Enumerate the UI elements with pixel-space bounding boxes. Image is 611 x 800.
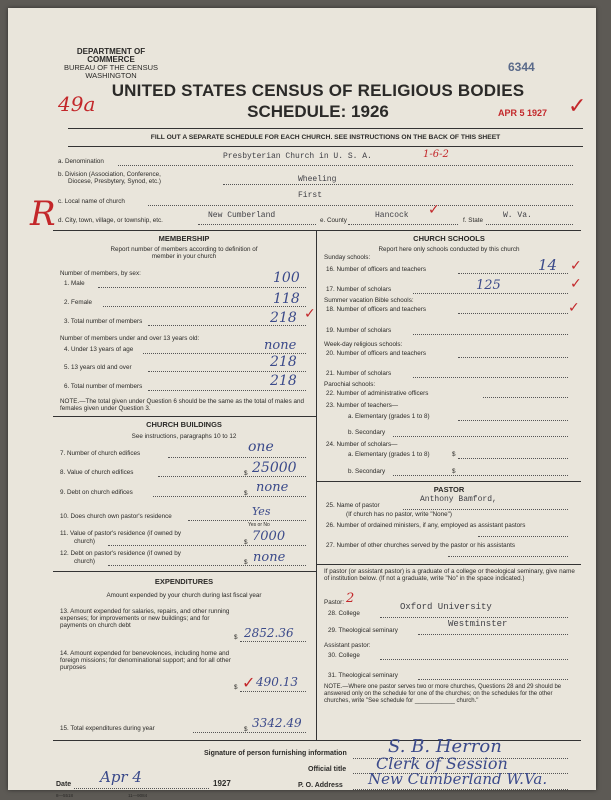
city-label: d. City, town, village, or township, etc. [58,217,163,224]
q29-label: 29. Theological seminary [328,627,398,634]
pastor-heading: PASTOR [433,485,465,494]
q15-dollar: $ [244,726,248,733]
q24a-line [458,458,568,459]
handwritten-code: 49a [58,92,96,116]
division-line [223,184,573,185]
graduate-note: If pastor (or assistant pastor) is a graduate of a college or theological seminary, give name of institution below. (If not a graduate, write "No" in the space indicated.) [324,568,575,582]
q6-label: 6. Total number of members [64,383,143,390]
official-title-value: Clerk of Session [376,754,508,773]
county-value: Hancock [375,211,409,220]
weekday-schools-label: Week-day religious schools: [324,341,403,348]
q23a-line [458,420,568,421]
county-line [348,224,458,225]
bureau-city: WASHINGTON [85,71,137,80]
q16-value: 14 [538,256,558,274]
q17-value: 125 [476,278,501,293]
po-address-label: P. O. Address [298,782,343,789]
margin-mark: R [30,194,56,234]
pastor-rule [316,481,581,482]
q5-line [148,371,306,372]
q14-dollar: $ [234,684,238,691]
q25-label: 25. Name of pastor [326,502,380,509]
q9-dollar: $ [244,490,248,497]
q12-label-2: church) [74,558,95,565]
check-mark-icon: ✓ [568,300,580,316]
q23b-line [393,436,568,437]
q27-label: 27. Number of other churches served by the pastor or his assistants [326,542,515,549]
denomination-code: 1-6-2 [423,149,449,160]
county-label: e. County [320,217,347,224]
bureau-name: BUREAU OF THE CENSUS [63,63,159,72]
q3-label: 3. Total number of members [64,318,143,325]
q17-line [413,293,568,294]
q24b-label: b. Secondary [348,468,386,475]
signature-value: S. B. Herron [388,736,502,757]
q13-value: 2852.36 [244,626,294,640]
q4-label: 4. Under 13 years of age [64,346,134,353]
expenditures-rule [53,571,316,572]
q30-line [380,659,568,660]
q7-value: one [248,439,274,455]
department-block [56,48,166,80]
q23a-label: a. Elementary (grades 1 to 8) [348,413,430,420]
membership-intro-1: Report number of members according to definition of [110,246,258,253]
q4-value: none [264,338,297,353]
q11-value: 7000 [252,529,286,544]
denomination-label: a. Denomination [58,158,104,165]
check-mark-icon: ✓ [570,276,582,292]
q28-label: 28. College [328,610,360,617]
q29-line [418,634,568,635]
q11-dollar: $ [244,539,248,546]
q26-label: 26. Number of ordained ministers, if any, employed as assistant pastors [326,522,526,529]
q12-label-1: 12. Debt on pastor's residence (if owned by [60,550,181,557]
column-divider [316,230,317,740]
division-label-1: b. Division (Association, Conference, [58,171,161,178]
q16-label: 16. Number of officers and teachers [326,266,426,273]
census-form-sheet [8,8,596,798]
check-mark-icon: ✓ [304,306,316,322]
q14-value: 490.13 [256,675,298,689]
buildings-heading: CHURCH BUILDINGS [146,420,222,429]
check-mark-icon: ✓ [242,673,256,692]
q10-yesno: Yes or No [248,522,270,528]
date-label: Date [56,781,72,788]
q5-value: 218 [270,354,297,370]
q23-label: 23. Number of teachers— [326,402,399,409]
q6-value: 218 [270,373,297,389]
print-code-1: 8—5518 [56,793,74,798]
q31-line [418,679,568,680]
instruction-bar: FILL OUT A SEPARATE SCHEDULE FOR EACH CHURCH. SEE INSTRUCTIONS ON THE BACK OF THIS SHEET [68,128,583,147]
q6-line [148,390,306,391]
q9-line [153,496,306,497]
assistant-pastor-label: Assistant pastor: [324,642,371,649]
expenditures-heading: EXPENDITURES [154,577,214,586]
q15-value: 3342.49 [252,716,302,730]
q31-label: 31. Theological seminary [328,672,398,679]
q20-line [458,357,568,358]
q5-label: 5. 13 years old and over [64,364,132,371]
schools-heading: CHURCH SCHOOLS [413,234,485,243]
q27-line [448,556,568,557]
membership-heading: MEMBERSHIP [158,234,210,243]
denomination-value: Presbyterian Church in U. S. A. [223,152,372,161]
q24b-dollar: $ [452,468,456,475]
date-stamp: APR 5 1927 [498,108,548,118]
po-address-value: New Cumberland W.Va. [368,770,548,788]
q30-label: 30. College [328,652,360,659]
q26-line [478,536,568,537]
q11-line [108,545,306,546]
q23b-label: b. Secondary [348,429,386,436]
age-label: Number of members under and over 13 years old: [60,335,200,342]
q13-label: 13. Amount expended for salaries, repairs, and other running expenses; for improvements or new buildings; and for payments on church debt [60,608,230,629]
form-number: 6344 [508,60,535,74]
q22-line [483,397,568,398]
q19-line [413,334,568,335]
date-year: 1927 [213,779,231,788]
membership-note: NOTE.—The total given under Question 6 should be the same as the total of males and females given under Question 3. [60,398,304,412]
q1-label: 1. Male [64,280,85,287]
q24a-label: a. Elementary (grades 1 to 8) [348,451,430,458]
q7-label: 7. Number of church edifices [60,450,141,457]
buildings-rule [53,416,316,417]
q13-dollar: $ [234,634,238,641]
q9-value: none [256,480,289,495]
q15-label: 15. Total expenditures during year [60,725,155,732]
q28-value: Oxford University [400,602,492,612]
graduate-rule [316,564,581,565]
po-address-line [353,789,568,790]
signature-label: Signature of person furnishing information [204,750,347,757]
q11-label-2: church) [74,538,95,545]
expenditures-intro: Amount expended by your church during last fiscal year [106,592,262,599]
q25-value: Anthony Bamford, [420,495,497,504]
check-mark-icon: ✓ [428,202,440,218]
church-name-value: First [298,191,323,200]
q18-label: 18. Number of officers and teachers [326,306,426,313]
division-value: Wheeling [298,175,337,184]
q20-label: 20. Number of officers and teachers [326,350,426,357]
q12-dollar: $ [244,559,248,566]
summer-schools-label: Summer vacation Bible schools: [324,297,414,304]
form-subtitle: SCHEDULE: 1926 [247,102,389,121]
q1-value: 100 [273,270,300,286]
q24b-line [393,475,568,476]
q11-label-1: 11. Value of pastor's residence (if owned by [60,530,182,537]
q19-label: 19. Number of scholars [326,327,392,334]
dept-name: DEPARTMENT OF COMMERCE [76,47,146,64]
q1-line [98,287,306,288]
q8-dollar: $ [244,470,248,477]
schools-intro: Report here only schools conducted by this church [378,246,520,253]
city-line [198,224,316,225]
pastor-sublabel: Pastor: [324,599,344,606]
q25-note: (If church has no pastor, write "None") [346,511,452,518]
q7-line [168,457,306,458]
q12-value: none [253,550,286,565]
division-label-2: Diocese, Presbytery, Synod, etc.) [68,178,161,185]
print-code-2: 11—9084 [128,793,148,798]
pastor-mark: 2 [346,591,355,606]
q14-label: 14. Amount expended for benevolences, including home and foreign missions; for denominational support; and for all other purposes [60,650,231,671]
parochial-schools-label: Parochial schools: [324,381,376,388]
church-name-line [148,205,573,206]
date-value: Apr 4 [100,768,142,786]
q3-value: 218 [270,310,297,326]
q24-label: 24. Number of scholars— [326,441,398,448]
state-label: f. State [463,217,483,224]
q25-line [403,509,568,510]
state-value: W. Va. [503,211,532,220]
q21-label: 21. Number of scholars [326,370,392,377]
q29-value: Westminster [448,619,508,629]
q2-label: 2. Female [64,299,92,306]
pastor-note: NOTE.—Where one pastor serves two or more churches, Questions 28 and 29 should be answered only on the schedule for one of the churches; on the schedules for the other churches, write "See schedule for ____________ church." [324,684,562,704]
q8-label: 8. Value of church edifices [60,469,134,476]
q12-line [108,565,306,566]
grid-top-rule [53,230,581,231]
check-mark-icon: ✓ [570,258,582,274]
state-line [486,224,573,225]
church-name-label: c. Local name of church [58,198,125,205]
check-mark-icon: ✓ [568,94,587,119]
denomination-line [118,165,573,166]
q21-line [413,377,568,378]
form-title: UNITED STATES CENSUS OF RELIGIOUS BODIES [111,81,525,100]
sunday-schools-label: Sunday schools: [324,254,371,261]
q24a-dollar: $ [452,451,456,458]
city-value: New Cumberland [208,211,276,220]
q15-line [193,732,306,733]
q13-line [240,641,306,642]
official-title-label: Official title [308,766,347,773]
q9-label: 9. Debt on church edifices [60,489,133,496]
q2-value: 118 [273,291,300,307]
q10-line [188,520,306,521]
grid-bottom-rule [53,740,581,741]
buildings-intro: See instructions, paragraphs 10 to 12 [131,433,237,440]
q18-line [458,313,568,314]
q17-label: 17. Number of scholars [326,286,392,293]
q8-value: 25000 [252,460,297,476]
members-by-sex-label: Number of members, by sex: [60,270,141,277]
q28-line [380,617,568,618]
q22-label: 22. Number of administrative officers [326,390,429,397]
membership-intro-2: member in your church [151,253,217,260]
date-line [74,788,209,789]
q10-label: 10. Does church own pastor's residence [60,513,172,520]
q10-value: Yes [252,505,271,518]
q8-line [158,476,306,477]
